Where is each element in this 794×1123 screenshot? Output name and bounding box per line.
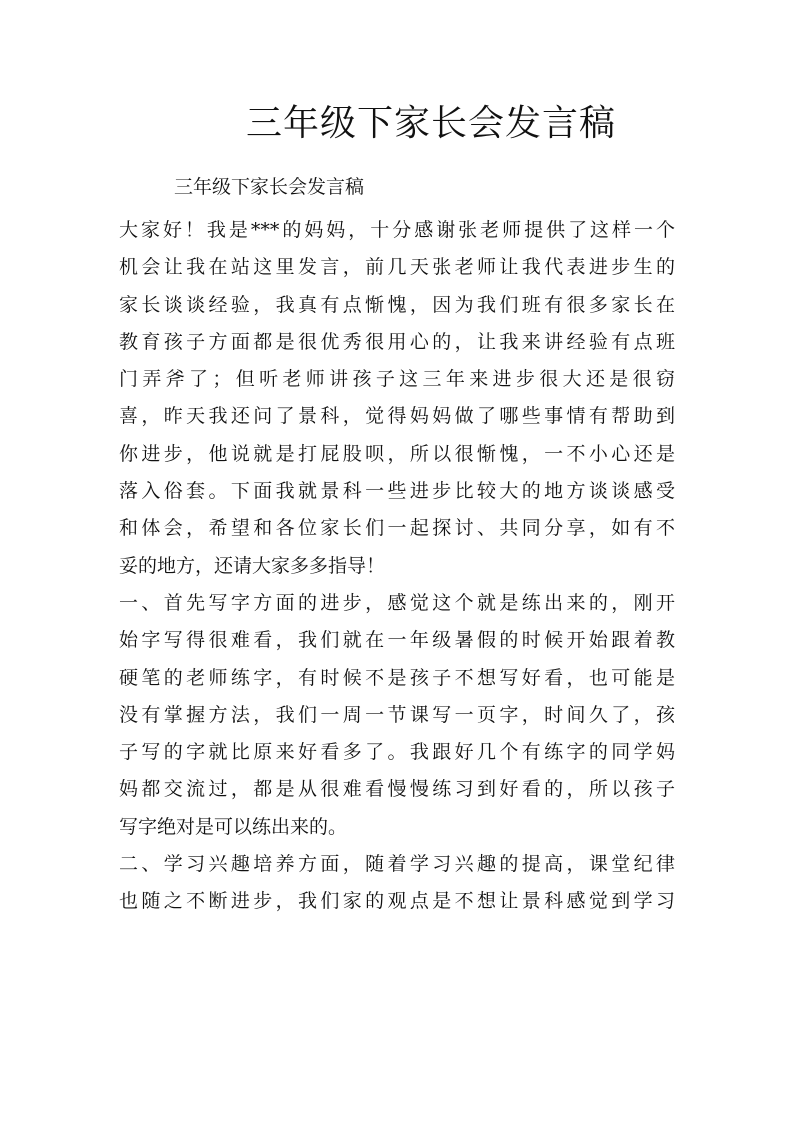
body-line: 喜，昨天我还问了景科，觉得妈妈做了哪些事情有帮助到 — [119, 405, 675, 428]
body-line: 妥的地方，还请大家多多指导！ — [119, 554, 386, 577]
body-line: 写字绝对是可以练出来的。 — [119, 815, 348, 838]
body-line: 教育孩子方面都是很优秀很用心的，让我来讲经验有点班 — [119, 330, 675, 353]
body-line: 没有掌握方法，我们一周一节课写一页字，时间久了，孩 — [119, 703, 675, 726]
body-line: 门弄斧了；但听老师讲孩子这三年来进步很大还是很窃 — [119, 368, 675, 391]
body-line: 也随之不断进步，我们家的观点是不想让景科感觉到学习 — [119, 890, 675, 913]
document-subtitle: 三年级下家长会发言稿 — [174, 176, 365, 198]
document-body — [119, 212, 675, 921]
body-line: 子写的字就比原来好看多了。我跟好几个有练字的同学妈 — [119, 741, 675, 764]
body-line: 大家好！我是***的妈妈，十分感谢张老师提供了这样一个 — [119, 219, 675, 241]
body-line: 一、首先写字方面的进步，感觉这个就是练出来的，刚开 — [119, 591, 675, 614]
body-line: 妈都交流过，都是从很难看慢慢练习到好看的，所以孩子 — [119, 778, 675, 801]
body-line: 落入俗套。下面我就景科一些进步比较大的地方谈谈感受 — [119, 480, 675, 503]
body-line: 和体会，希望和各位家长们一起探讨、共同分享，如有不 — [119, 517, 675, 540]
body-line: 始字写得很难看，我们就在一年级暑假的时候开始跟着教 — [119, 629, 675, 652]
body-line: 家长谈谈经验，我真有点惭愧，因为我们班有很多家长在 — [119, 293, 675, 316]
body-line: 二、学习兴趣培养方面，随着学习兴趣的提高，课堂纪律 — [119, 853, 675, 876]
body-line: 你进步，他说就是打屁股呗，所以很惭愧，一不小心还是 — [119, 442, 675, 465]
body-line: 硬笔的老师练字，有时候不是孩子不想写好看，也可能是 — [119, 666, 675, 689]
document-title: 三年级下家长会发言稿 — [246, 103, 617, 144]
body-line: 机会让我在站这里发言，前几天张老师让我代表进步生的 — [119, 256, 675, 279]
